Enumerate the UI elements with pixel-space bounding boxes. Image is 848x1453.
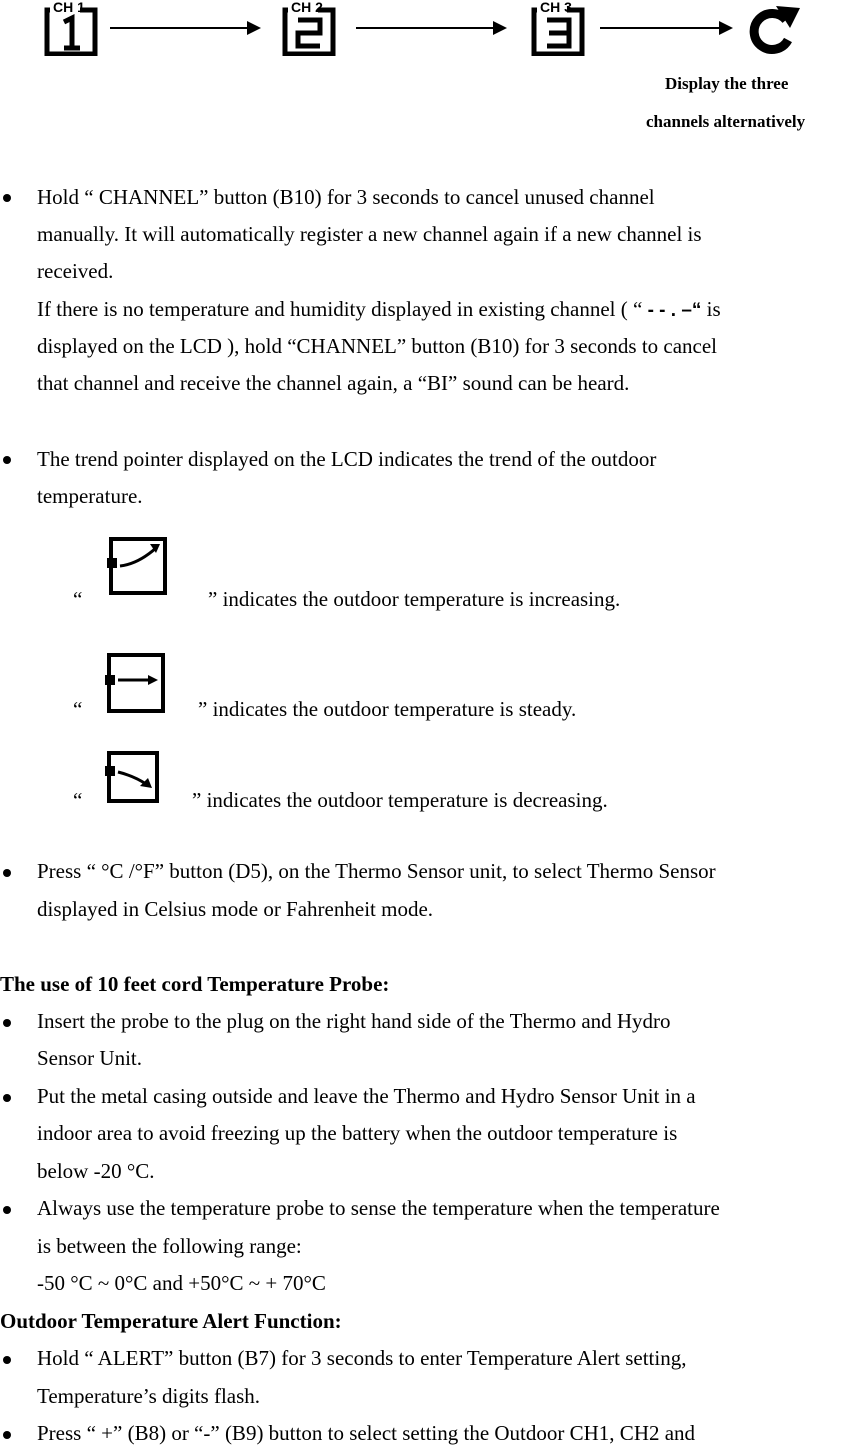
trend-decreasing-text: ” indicates the outdoor temperature is decreasing.: [192, 788, 608, 812]
arrow-2-head: [493, 21, 507, 35]
paragraph-line: displayed on the LCD ), hold “CHANNEL” button (B10) for 3 seconds to cancel: [37, 334, 718, 358]
trend-steady-text: ” indicates the outdoor temperature is steady.: [198, 697, 577, 721]
paragraph-line: -50 °C ~ 0°C and +50°C ~ + 70°C: [37, 1271, 326, 1295]
bullet-marker: [3, 1094, 11, 1102]
paragraph-line: Temperature’s digits flash.: [37, 1384, 261, 1408]
paragraph-text: is: [701, 297, 721, 321]
paragraph-line: displayed in Celsius mode or Fahrenheit mode.: [37, 897, 434, 921]
open-quote: “: [73, 587, 83, 611]
ch2-label: CH 2: [291, 0, 323, 15]
cycle-icon: [742, 2, 802, 58]
paragraph-line: indoor area to avoid freezing up the battery when the outdoor temperature is: [37, 1121, 678, 1145]
section-heading: Outdoor Temperature Alert Function:: [0, 1309, 342, 1333]
paragraph-line: [37, 291, 721, 330]
paragraph-line: below -20 °C.: [37, 1159, 155, 1183]
section-heading: The use of 10 feet cord Temperature Probe:: [0, 972, 390, 996]
arrow-1-line: [110, 27, 248, 29]
paragraph-line: is between the following range:: [37, 1234, 302, 1258]
paragraph-line: Insert the probe to the plug on the right hand side of the Thermo and Hydro: [37, 1009, 671, 1033]
open-quote: “: [73, 788, 83, 812]
paragraph-line: received.: [37, 259, 114, 283]
arrow-2-line: [356, 27, 494, 29]
paragraph-line: temperature.: [37, 484, 143, 508]
caption-line-2: channels alternatively: [646, 112, 806, 131]
ch3-label: CH 3: [540, 0, 572, 15]
bullet-marker: [3, 1206, 11, 1214]
paragraph-line: Hold “ ALERT” button (B7) for 3 seconds to enter Temperature Alert setting,: [37, 1346, 687, 1370]
paragraph-line: Press “ °C /°F” button (D5), on the Thermo Sensor unit, to select Thermo Sensor: [37, 859, 716, 883]
paragraph-line: that channel and receive the channel again, a “BI” sound can be heard.: [37, 371, 630, 395]
trend-increasing-text: ” indicates the outdoor temperature is increasing.: [208, 587, 621, 611]
bullet-marker: [3, 194, 11, 202]
trend-decreasing-icon: [104, 750, 160, 804]
caption-line-1: Display the three: [665, 74, 789, 93]
bullet-marker: [3, 869, 11, 877]
paragraph-line: Sensor Unit.: [37, 1046, 142, 1070]
ch1-label: CH 1: [53, 0, 85, 15]
bullet-marker: [3, 456, 11, 464]
paragraph-line: Hold “ CHANNEL” button (B10) for 3 seconds to cancel unused channel: [37, 185, 655, 209]
arrow-3-head: [719, 21, 733, 35]
ch1-icon: [44, 0, 100, 56]
trend-steady-icon: [104, 652, 166, 716]
bullet-marker: [3, 1431, 11, 1439]
paragraph-line: Press “ +” (B8) or “-” (B9) button to select setting the Outdoor CH1, CH2 and: [37, 1421, 696, 1445]
paragraph-line: Put the metal casing outside and leave the Thermo and Hydro Sensor Unit in a: [37, 1084, 696, 1108]
paragraph-text: If there is no temperature and humidity displayed in existing channel ( “: [37, 297, 648, 321]
arrow-3-line: [600, 27, 720, 29]
paragraph-line: manually. It will automatically register a new channel again if a new channel is: [37, 222, 702, 246]
ch3-icon: [531, 0, 587, 56]
paragraph-line: The trend pointer displayed on the LCD indicates the trend of the outdoor: [37, 447, 657, 471]
ch2-icon: [282, 0, 338, 56]
paragraph-line: Always use the temperature probe to sense the temperature when the temperature: [37, 1196, 720, 1220]
open-quote: “: [73, 697, 83, 721]
trend-increasing-icon: [106, 536, 168, 598]
bullet-marker: [3, 1356, 11, 1364]
lcd-dash-symbol: - - . –“: [647, 300, 702, 321]
arrow-1-head: [247, 21, 261, 35]
bullet-marker: [3, 1019, 11, 1027]
